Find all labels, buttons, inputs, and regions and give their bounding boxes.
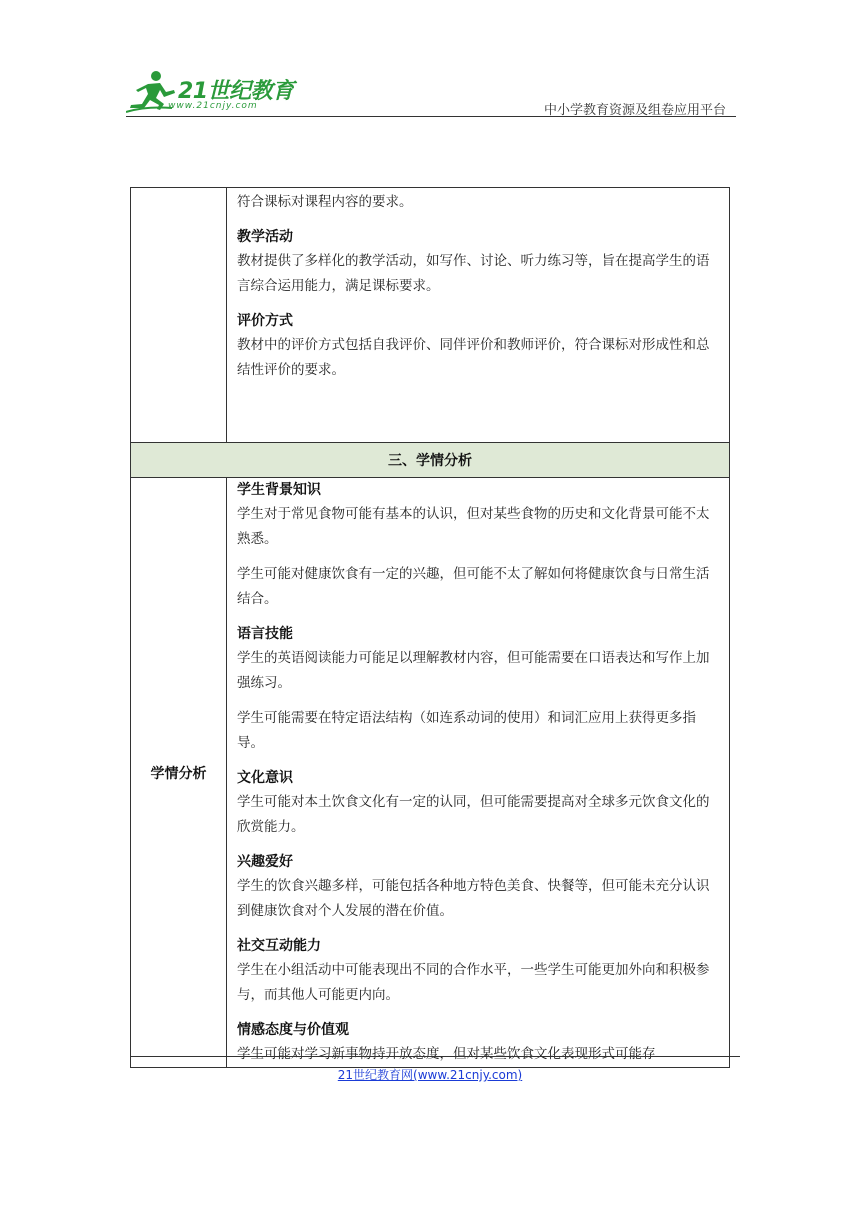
lesson-table [130, 187, 730, 1068]
row-label: 学情分析 [131, 478, 227, 1068]
group-text: 学生可能对健康饮食有一定的兴趣，但可能不太了解如何将健康饮食与日常生活结合。 [237, 566, 710, 607]
table-row [131, 443, 730, 478]
section-title: 三、学情分析 [131, 443, 730, 478]
group-title: 学生背景知识 [237, 482, 321, 498]
table-row [131, 478, 730, 1068]
page-header [126, 68, 736, 118]
content-cell [227, 188, 730, 443]
page-footer [0, 1066, 860, 1083]
item-title: 教学活动 [237, 229, 293, 245]
content-cell [227, 478, 730, 1068]
item-text: 教材提供了多样化的教学活动，如写作、讨论、听力练习等，旨在提高学生的语言综合运用能力，满足课标要求。 [237, 253, 710, 294]
group-title: 文化意识 [237, 770, 293, 786]
group-title: 社交互动能力 [237, 938, 321, 954]
logo-text: 21世纪教育 [178, 79, 294, 104]
group-text: 学生在小组活动中可能表现出不同的合作水平，一些学生可能更加外向和积极参与，而其他人可能更内向。 [237, 962, 710, 1003]
logo-url: www.21cnjy.com [168, 101, 258, 111]
empty-label-cell [131, 188, 227, 443]
footer-link[interactable]: 21世纪教育网(www.21cnjy.com) [337, 1068, 523, 1082]
item-text: 教材中的评价方式包括自我评价、同伴评价和教师评价，符合课标对形成性和总结性评价的要求。 [237, 337, 710, 378]
group-text: 学生可能对本土饮食文化有一定的认同，但可能需要提高对全球多元饮食文化的欣赏能力。 [237, 794, 710, 835]
group-text: 学生的饮食兴趣多样，可能包括各种地方特色美食、快餐等，但可能未充分认识到健康饮食对个人发展的潜在价值。 [237, 878, 710, 919]
item-title: 评价方式 [237, 313, 293, 329]
table-row [131, 188, 730, 443]
platform-name: 中小学教育资源及组卷应用平台 [543, 103, 726, 118]
header-divider [126, 116, 736, 117]
logo [126, 68, 296, 116]
intro-text: 符合课标对课程内容的要求。 [237, 194, 413, 210]
group-text: 学生可能对学习新事物持开放态度，但对某些饮食文化表现形式可能存 [237, 1046, 656, 1062]
group-title: 语言技能 [237, 626, 293, 642]
group-title: 兴趣爱好 [237, 854, 293, 870]
group-text: 学生对于常见食物可能有基本的认识，但对某些食物的历史和文化背景可能不太熟悉。 [237, 506, 710, 547]
group-title: 情感态度与价值观 [237, 1022, 349, 1038]
group-text: 学生可能需要在特定语法结构（如连系动词的使用）和词汇应用上获得更多指导。 [237, 710, 696, 751]
group-text: 学生的英语阅读能力可能足以理解教材内容，但可能需要在口语表达和写作上加强练习。 [237, 650, 710, 691]
footer-divider [130, 1056, 740, 1057]
